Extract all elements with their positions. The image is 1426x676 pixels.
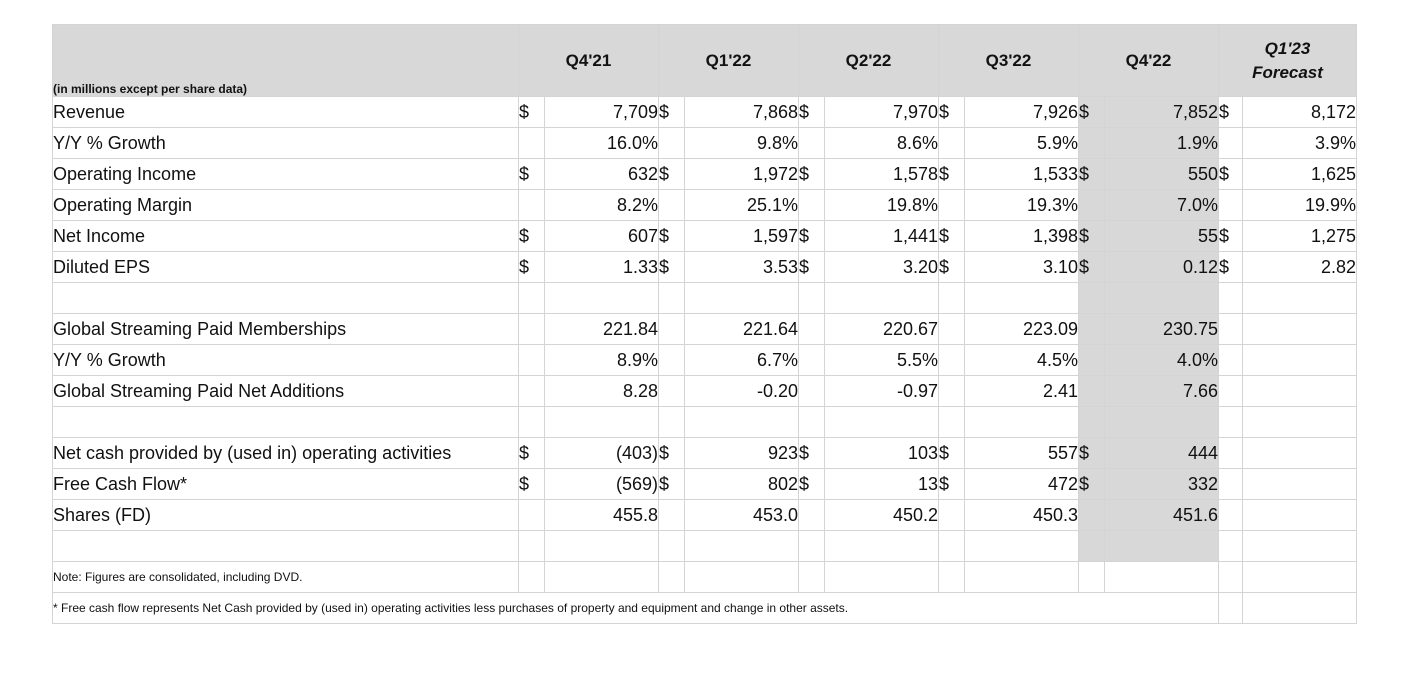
row-label: Shares (FD) <box>53 500 519 531</box>
row-label: Diluted EPS <box>53 252 519 283</box>
currency-symbol: $ <box>1079 97 1105 128</box>
value-cell: 1,533 <box>965 159 1079 190</box>
currency-symbol <box>659 500 685 531</box>
empty-cell <box>685 283 799 314</box>
empty-cell <box>825 531 939 562</box>
empty-cell <box>799 531 825 562</box>
value-cell: 223.09 <box>965 314 1079 345</box>
currency-symbol: $ <box>1219 221 1243 252</box>
empty-cell <box>1243 593 1357 624</box>
currency-symbol: $ <box>519 159 545 190</box>
empty-cell <box>1079 562 1105 593</box>
empty-cell <box>659 562 685 593</box>
empty-cell <box>519 562 545 593</box>
value-cell: 1,398 <box>965 221 1079 252</box>
row-label: Global Streaming Paid Memberships <box>53 314 519 345</box>
row-label: Free Cash Flow* <box>53 469 519 500</box>
value-cell: -0.20 <box>685 376 799 407</box>
value-cell: 7,868 <box>685 97 799 128</box>
table-row-shares <box>53 500 1357 531</box>
currency-symbol: $ <box>659 221 685 252</box>
currency-symbol: $ <box>519 252 545 283</box>
value-cell: 8,172 <box>1243 97 1357 128</box>
currency-symbol: $ <box>1219 252 1243 283</box>
value-cell: 1.33 <box>545 252 659 283</box>
value-cell: 472 <box>965 469 1079 500</box>
value-cell: 444 <box>1105 438 1219 469</box>
value-cell: 25.1% <box>685 190 799 221</box>
value-cell: 19.3% <box>965 190 1079 221</box>
currency-symbol <box>1079 128 1105 159</box>
value-cell: 1,625 <box>1243 159 1357 190</box>
empty-cell <box>1243 407 1357 438</box>
row-label: Operating Income <box>53 159 519 190</box>
empty-cell <box>53 283 519 314</box>
currency-symbol: $ <box>659 252 685 283</box>
currency-symbol <box>1079 190 1105 221</box>
currency-symbol: $ <box>519 97 545 128</box>
currency-symbol <box>939 500 965 531</box>
empty-cell <box>1079 531 1105 562</box>
table-row-memberships <box>53 314 1357 345</box>
value-cell: 7,926 <box>965 97 1079 128</box>
empty-cell <box>799 562 825 593</box>
currency-symbol <box>1219 469 1243 500</box>
table-row-free-cash-flow <box>53 469 1357 500</box>
currency-symbol <box>1219 345 1243 376</box>
empty-cell <box>939 283 965 314</box>
value-cell: 3.53 <box>685 252 799 283</box>
value-cell: 16.0% <box>545 128 659 159</box>
empty-cell <box>53 407 519 438</box>
value-cell <box>1243 345 1357 376</box>
currency-symbol: $ <box>519 438 545 469</box>
header-row <box>53 25 1357 97</box>
empty-cell <box>659 531 685 562</box>
value-cell: 607 <box>545 221 659 252</box>
empty-cell <box>1243 562 1357 593</box>
currency-symbol: $ <box>1219 97 1243 128</box>
empty-cell <box>1105 283 1219 314</box>
value-cell: 923 <box>685 438 799 469</box>
value-cell: 220.67 <box>825 314 939 345</box>
value-cell: 450.3 <box>965 500 1079 531</box>
currency-symbol <box>659 314 685 345</box>
footnote-free-cash-flow: * Free cash flow represents Net Cash provided by (used in) operating activities less purchases of property and equipment and change in other assets. <box>53 593 1219 624</box>
currency-symbol <box>939 128 965 159</box>
column-header-forecast <box>1219 25 1357 97</box>
empty-cell <box>53 531 519 562</box>
value-cell: 230.75 <box>1105 314 1219 345</box>
financial-summary-table <box>52 24 1357 624</box>
value-cell: 221.64 <box>685 314 799 345</box>
empty-cell <box>1105 407 1219 438</box>
value-cell: 2.82 <box>1243 252 1357 283</box>
empty-cell <box>545 283 659 314</box>
currency-symbol <box>799 314 825 345</box>
value-cell <box>1243 438 1357 469</box>
currency-symbol <box>1219 438 1243 469</box>
value-cell: 103 <box>825 438 939 469</box>
empty-cell <box>1105 531 1219 562</box>
column-header-q3-22: Q3'22 <box>939 25 1079 97</box>
currency-symbol <box>1219 500 1243 531</box>
value-cell: 5.9% <box>965 128 1079 159</box>
currency-symbol <box>1079 314 1105 345</box>
empty-cell <box>1219 593 1243 624</box>
value-cell: 19.9% <box>1243 190 1357 221</box>
value-cell: 19.8% <box>825 190 939 221</box>
table-row-revenue <box>53 97 1357 128</box>
value-cell: 1,275 <box>1243 221 1357 252</box>
currency-symbol: $ <box>799 469 825 500</box>
forecast-quarter: Q1'23 <box>1264 38 1311 58</box>
table-row-memberships-growth <box>53 345 1357 376</box>
empty-cell <box>799 407 825 438</box>
value-cell: 7.66 <box>1105 376 1219 407</box>
value-cell: 9.8% <box>685 128 799 159</box>
empty-cell <box>685 407 799 438</box>
currency-symbol: $ <box>939 438 965 469</box>
empty-cell <box>545 407 659 438</box>
value-cell: 451.6 <box>1105 500 1219 531</box>
currency-symbol <box>519 128 545 159</box>
currency-symbol: $ <box>799 159 825 190</box>
row-label: Net Income <box>53 221 519 252</box>
value-cell: 3.20 <box>825 252 939 283</box>
column-header-q1-22: Q1'22 <box>659 25 799 97</box>
currency-symbol <box>799 128 825 159</box>
empty-cell <box>519 531 545 562</box>
value-cell: 4.5% <box>965 345 1079 376</box>
currency-symbol <box>799 500 825 531</box>
note-row <box>53 562 1357 593</box>
empty-cell <box>659 283 685 314</box>
units-label: (in millions except per share data) <box>53 25 519 97</box>
column-header-q2-22: Q2'22 <box>799 25 939 97</box>
currency-symbol <box>1219 190 1243 221</box>
currency-symbol: $ <box>659 159 685 190</box>
empty-cell <box>965 562 1079 593</box>
value-cell: 550 <box>1105 159 1219 190</box>
empty-cell <box>965 283 1079 314</box>
spacer-row <box>53 407 1357 438</box>
value-cell: 557 <box>965 438 1079 469</box>
empty-cell <box>659 407 685 438</box>
spacer-row <box>53 283 1357 314</box>
column-header-q4-21: Q4'21 <box>519 25 659 97</box>
value-cell: (403) <box>545 438 659 469</box>
value-cell: 8.9% <box>545 345 659 376</box>
empty-cell <box>1219 562 1243 593</box>
value-cell: 453.0 <box>685 500 799 531</box>
forecast-label: Forecast <box>1252 62 1323 82</box>
currency-symbol: $ <box>1079 469 1105 500</box>
currency-symbol <box>519 314 545 345</box>
spacer-row <box>53 531 1357 562</box>
row-label: Y/Y % Growth <box>53 128 519 159</box>
value-cell: 455.8 <box>545 500 659 531</box>
value-cell: 8.6% <box>825 128 939 159</box>
currency-symbol: $ <box>1079 221 1105 252</box>
currency-symbol <box>659 345 685 376</box>
empty-cell <box>1219 531 1243 562</box>
currency-symbol <box>659 376 685 407</box>
currency-symbol <box>1219 128 1243 159</box>
currency-symbol: $ <box>939 159 965 190</box>
currency-symbol: $ <box>1079 159 1105 190</box>
empty-cell <box>799 283 825 314</box>
value-cell: 8.28 <box>545 376 659 407</box>
currency-symbol <box>939 345 965 376</box>
column-header-q4-22: Q4'22 <box>1079 25 1219 97</box>
value-cell: 1,578 <box>825 159 939 190</box>
table-row-net-additions <box>53 376 1357 407</box>
currency-symbol <box>939 190 965 221</box>
empty-cell <box>685 562 799 593</box>
currency-symbol: $ <box>799 438 825 469</box>
value-cell: (569) <box>545 469 659 500</box>
currency-symbol: $ <box>939 252 965 283</box>
empty-cell <box>519 407 545 438</box>
empty-cell <box>545 562 659 593</box>
empty-cell <box>939 562 965 593</box>
value-cell <box>1243 469 1357 500</box>
currency-symbol <box>1079 500 1105 531</box>
empty-cell <box>519 283 545 314</box>
currency-symbol <box>1219 314 1243 345</box>
currency-symbol <box>799 376 825 407</box>
value-cell: 55 <box>1105 221 1219 252</box>
row-label: Net cash provided by (used in) operating activities <box>53 438 519 469</box>
table-row-operating-income <box>53 159 1357 190</box>
table-row-net-income <box>53 221 1357 252</box>
empty-cell <box>1079 283 1105 314</box>
currency-symbol <box>799 345 825 376</box>
empty-cell <box>965 531 1079 562</box>
empty-cell <box>1219 283 1243 314</box>
value-cell: 221.84 <box>545 314 659 345</box>
empty-cell <box>1219 407 1243 438</box>
value-cell: 13 <box>825 469 939 500</box>
value-cell: 7.0% <box>1105 190 1219 221</box>
table-row-diluted-eps <box>53 252 1357 283</box>
currency-symbol: $ <box>1079 252 1105 283</box>
currency-symbol: $ <box>799 252 825 283</box>
value-cell: 7,709 <box>545 97 659 128</box>
currency-symbol: $ <box>659 97 685 128</box>
currency-symbol <box>519 190 545 221</box>
empty-cell <box>1243 531 1357 562</box>
value-cell: 0.12 <box>1105 252 1219 283</box>
row-label: Operating Margin <box>53 190 519 221</box>
empty-cell <box>825 407 939 438</box>
value-cell: 1,972 <box>685 159 799 190</box>
empty-cell <box>545 531 659 562</box>
value-cell: 3.10 <box>965 252 1079 283</box>
value-cell: 3.9% <box>1243 128 1357 159</box>
currency-symbol <box>519 345 545 376</box>
currency-symbol: $ <box>1079 438 1105 469</box>
value-cell: 632 <box>545 159 659 190</box>
empty-cell <box>1105 562 1219 593</box>
value-cell <box>1243 314 1357 345</box>
empty-cell <box>939 407 965 438</box>
currency-symbol <box>519 500 545 531</box>
note-consolidated: Note: Figures are consolidated, including DVD. <box>53 562 519 593</box>
row-label: Y/Y % Growth <box>53 345 519 376</box>
currency-symbol <box>1219 376 1243 407</box>
empty-cell <box>1243 283 1357 314</box>
currency-symbol: $ <box>659 438 685 469</box>
value-cell: 8.2% <box>545 190 659 221</box>
currency-symbol <box>519 376 545 407</box>
value-cell: 7,970 <box>825 97 939 128</box>
currency-symbol: $ <box>939 97 965 128</box>
value-cell: 1.9% <box>1105 128 1219 159</box>
value-cell: -0.97 <box>825 376 939 407</box>
empty-cell <box>825 562 939 593</box>
value-cell: 2.41 <box>965 376 1079 407</box>
currency-symbol <box>1079 345 1105 376</box>
currency-symbol <box>939 314 965 345</box>
currency-symbol <box>799 190 825 221</box>
empty-cell <box>825 283 939 314</box>
currency-symbol <box>659 128 685 159</box>
row-label: Global Streaming Paid Net Additions <box>53 376 519 407</box>
value-cell: 1,441 <box>825 221 939 252</box>
value-cell: 802 <box>685 469 799 500</box>
value-cell <box>1243 376 1357 407</box>
empty-cell <box>939 531 965 562</box>
value-cell: 450.2 <box>825 500 939 531</box>
currency-symbol: $ <box>939 469 965 500</box>
empty-cell <box>1079 407 1105 438</box>
currency-symbol <box>659 190 685 221</box>
currency-symbol: $ <box>519 469 545 500</box>
currency-symbol: $ <box>1219 159 1243 190</box>
table-row-revenue-growth <box>53 128 1357 159</box>
row-label: Revenue <box>53 97 519 128</box>
currency-symbol: $ <box>939 221 965 252</box>
value-cell <box>1243 500 1357 531</box>
value-cell: 332 <box>1105 469 1219 500</box>
table-row-operating-margin <box>53 190 1357 221</box>
currency-symbol: $ <box>659 469 685 500</box>
empty-cell <box>965 407 1079 438</box>
value-cell: 7,852 <box>1105 97 1219 128</box>
currency-symbol: $ <box>799 221 825 252</box>
table-row-operating-cash <box>53 438 1357 469</box>
value-cell: 4.0% <box>1105 345 1219 376</box>
value-cell: 5.5% <box>825 345 939 376</box>
currency-symbol: $ <box>799 97 825 128</box>
currency-symbol: $ <box>519 221 545 252</box>
currency-symbol <box>939 376 965 407</box>
currency-symbol <box>1079 376 1105 407</box>
empty-cell <box>685 531 799 562</box>
value-cell: 6.7% <box>685 345 799 376</box>
value-cell: 1,597 <box>685 221 799 252</box>
footnote-row <box>53 593 1357 624</box>
